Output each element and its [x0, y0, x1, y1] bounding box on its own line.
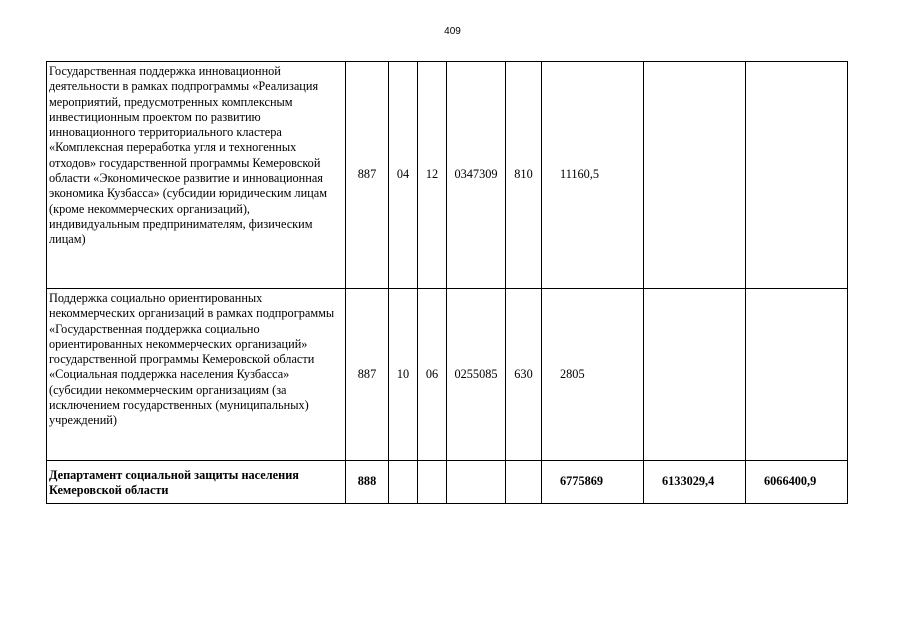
subsection-code: 06	[418, 289, 447, 461]
amount-year-2	[644, 289, 746, 461]
row-description: Департамент социальной защиты населения Кемеровской области	[47, 461, 346, 504]
section-code: 04	[389, 62, 418, 289]
amount-year-3	[746, 62, 848, 289]
table-row	[47, 62, 848, 289]
expense-type-code: 630	[506, 289, 542, 461]
expense-type-code: 810	[506, 62, 542, 289]
target-article-code: 0255085	[447, 289, 506, 461]
expense-type-code	[506, 461, 542, 504]
amount-year-1: 6775869	[542, 461, 644, 504]
amount-year-2: 6133029,4	[644, 461, 746, 504]
amount-year-1: 11160,5	[542, 62, 644, 289]
section-code: 10	[389, 289, 418, 461]
budget-table	[46, 61, 848, 504]
row-description: Поддержка социально ориентированных некоммерческих организаций в рамках подпрограммы «Государственная поддержка социально ориентированных некоммерческих организаций» государственной программы Кемеровской области «Социальная поддержка населения Кузбасса» (субсидии некоммерческим организациям (за исключением государственных (муниципальных) учреждений)	[47, 289, 346, 461]
table-row	[47, 289, 848, 461]
section-code	[389, 461, 418, 504]
target-article-code	[447, 461, 506, 504]
amount-year-2	[644, 62, 746, 289]
ministry-code: 888	[346, 461, 389, 504]
amount-year-3	[746, 289, 848, 461]
row-description: Государственная поддержка инновационной деятельности в рамках подпрограммы «Реализация мероприятий, предусмотренных комплексным инвестиционным проектом по развитию инновационного территориального кластера «Комплексная переработка угля и техногенных отходов» государственной программы Кемеровской области «Экономическое развитие и инновационная экономика Кузбасса» (субсидии юридическим лицам (кроме некоммерческих организаций), индивидуальным предпринимателям, физическим лицам)	[47, 62, 346, 289]
ministry-code: 887	[346, 62, 389, 289]
table-row	[47, 461, 848, 504]
page-number: 409	[444, 26, 461, 37]
ministry-code: 887	[346, 289, 389, 461]
amount-year-3: 6066400,9	[746, 461, 848, 504]
amount-year-1: 2805	[542, 289, 644, 461]
subsection-code: 12	[418, 62, 447, 289]
subsection-code	[418, 461, 447, 504]
target-article-code: 0347309	[447, 62, 506, 289]
